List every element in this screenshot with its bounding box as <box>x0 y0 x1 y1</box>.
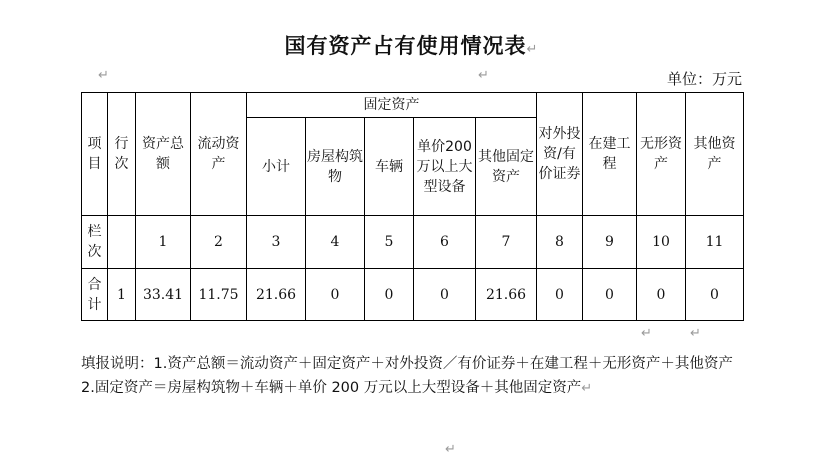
table-cell: 7 <box>476 216 537 269</box>
header-buildings: 房屋构筑物 <box>306 118 365 216</box>
header-vehicles: 车辆 <box>365 118 414 216</box>
table-cell: 8 <box>537 216 583 269</box>
table-row <box>82 269 744 321</box>
table-cell: 0 <box>537 269 583 321</box>
table-cell: 21.66 <box>247 269 306 321</box>
table-cell: 1 <box>136 216 191 269</box>
table-cell: 2 <box>191 216 247 269</box>
paragraph-mark-icon: ↵ <box>641 326 652 341</box>
table-cell: 21.66 <box>476 269 537 321</box>
header-item: 项目 <box>82 93 108 216</box>
table-cell: 3 <box>247 216 306 269</box>
table-cell: 11 <box>686 216 744 269</box>
paragraph-mark-icon: ↵ <box>581 381 593 396</box>
row-label: 合计 <box>82 269 108 321</box>
table-cell: 5 <box>365 216 414 269</box>
header-construction: 在建工程 <box>583 93 637 216</box>
paragraph-mark-icon: ↵ <box>445 442 456 457</box>
paragraph-mark-icon: ↵ <box>526 42 539 57</box>
table-cell: 9 <box>583 216 637 269</box>
header-total-assets: 资产总额 <box>136 93 191 216</box>
header-current-assets: 流动资产 <box>191 93 247 216</box>
table-cell <box>108 216 136 269</box>
header-intangible: 无形资产 <box>637 93 686 216</box>
header-investments: 对外投资/有价证券 <box>537 93 583 216</box>
paragraph-mark-icon: ↵ <box>98 68 109 83</box>
table-cell: 6 <box>414 216 476 269</box>
table-cell: 4 <box>306 216 365 269</box>
paragraph-mark-icon: ↵ <box>690 326 701 341</box>
table-cell: 33.41 <box>136 269 191 321</box>
header-large-equipment: 单价200万以上大型设备 <box>414 118 476 216</box>
table-cell: 0 <box>583 269 637 321</box>
header-subtotal: 小计 <box>247 118 306 216</box>
row-label: 栏次 <box>82 216 108 269</box>
header-other-assets: 其他资产 <box>686 93 744 216</box>
header-other-fixed: 其他固定资产 <box>476 118 537 216</box>
header-fixed-assets-group: 固定资产 <box>247 93 537 118</box>
table-cell: 0 <box>414 269 476 321</box>
header-row-no: 行次 <box>108 93 136 216</box>
table-cell: 0 <box>686 269 744 321</box>
table-cell: 0 <box>365 269 414 321</box>
table-cell: 0 <box>306 269 365 321</box>
paragraph-mark-icon: ↵ <box>478 68 489 83</box>
table-cell: 11.75 <box>191 269 247 321</box>
table-cell: 1 <box>108 269 136 321</box>
table-cell: 0 <box>637 269 686 321</box>
table-cell: 10 <box>637 216 686 269</box>
table-row <box>82 216 744 269</box>
asset-table <box>81 92 744 321</box>
filling-instructions: 填报说明：1.资产总额＝流动资产＋固定资产＋对外投资／有价证券＋在建工程＋无形资产＋其他资产 2.固定资产＝房屋构筑物＋车辆＋单价 200 万元以上大型设备＋其他固定资产↵ <box>81 356 733 396</box>
page-title: 国有资产占有使用情况表↵ <box>284 33 539 58</box>
unit-label: 单位：万元 <box>666 70 742 88</box>
